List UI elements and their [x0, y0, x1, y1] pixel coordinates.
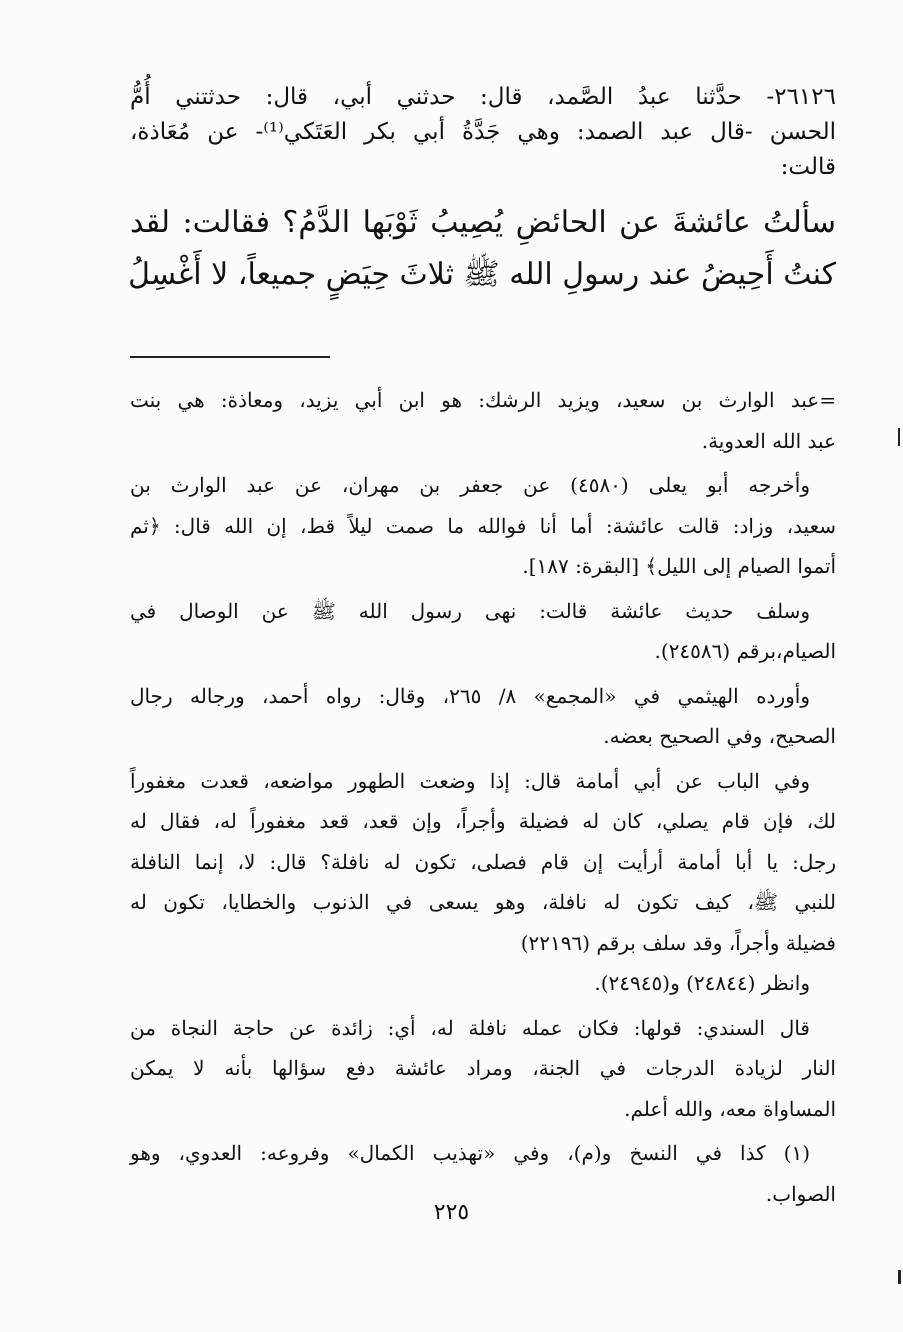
footnote-line: للنبي ﷺ، كيف تكون له نافلة، وهو يسعى في الذنوب والخطايا، تكون له [130, 890, 836, 914]
footnote-paragraph [130, 465, 836, 587]
footnote-line: المساواة معه، والله أعلم. [624, 1096, 836, 1121]
footnote-separator [130, 356, 330, 358]
footnote-paragraph [130, 676, 836, 757]
page-number: ٢٢٥ [433, 1200, 470, 1225]
text-line: سألتُ عائشةَ عن الحائضِ يُصِيبُ ثَوْبَها الدَّمُ؟ فقالت: لقد [130, 205, 836, 240]
footnote-line: =عبد الوارث بن سعيد، ويزيد الرشك: هو ابن أبي يزيد، ومعاذة: هي بنت [130, 388, 836, 412]
hadith-text [130, 197, 836, 301]
footnote-line: أتموا الصيام إلى الليل﴾ [البقرة: ١٨٧]. [522, 554, 836, 578]
footnote-line: سعيد، وزاد: قالت عائشة: أما أنا فوالله ما صمت ليلاً قط، إن الله قال: ﴿ثم [130, 513, 836, 538]
footnote-paragraph [130, 380, 836, 461]
footnote-line: الصيام،برقم (٢٤٥٨٦). [654, 639, 836, 663]
text-line: قالت: [780, 154, 836, 180]
scan-edge-mark [898, 1270, 901, 1284]
footnote-line: فضيلة وأجراً، وقد سلف برقم (٢٢١٩٦) [520, 930, 836, 955]
footnotes [130, 380, 836, 1218]
footnote-line: الصواب. [765, 1181, 836, 1206]
footnote-line: النار لزيادة الدرجات في الجنة، ومراد عائشة دفع سؤالها بأنه لا يمكن [130, 1056, 836, 1080]
text-line: كنتُ أَحِيضُ عند رسولِ الله ﷺ ثلاثَ حِيَضٍ جميعاً، لا أَغْسِلُ [128, 257, 836, 292]
text-line: الحسن -قال عبد الصمد: وهي جَدَّةُ أبي بكر العَتَكي⁽¹⁾- عن مُعَاذة، [130, 119, 836, 145]
footnote-paragraph [130, 1008, 836, 1130]
footnote-line: (١) كذا في النسخ و(م)، وفي «تهذيب الكمال» وفروعه: العدوي، وهو [130, 1141, 810, 1165]
footnote-line: وفي الباب عن أبي أمامة قال: إذا وضعت الطهور مواضعه، قعدت مغفوراً [130, 768, 810, 793]
footnote-line: لك، فإن قام يصلي، كان له فضيلة وأجراً، وإن قعد، قعد مغفوراً له، فقال له [130, 809, 836, 833]
scan-edge-mark [898, 428, 900, 446]
footnote-line: وأورده الهيثمي في «المجمع» ٨/ ٢٦٥، وقال: رواه أحمد، ورجاله رجال [130, 683, 810, 708]
footnote-line: وأخرجه أبو يعلى (٤٥٨٠) عن جعفر بن مهران، عن عبد الوارث بن [130, 473, 810, 497]
footnote-paragraph [130, 591, 836, 672]
footnote-line: عبد الله العدوية. [701, 428, 836, 453]
footnote-line: الصحيح، وفي الصحيح بعضه. [603, 724, 836, 748]
text-line: ٢٦١٢٦- حدَّثنا عبدُ الصَّمد، قال: حدثني أبي، قال: حدثتني أُمُّ [130, 84, 836, 110]
main-text [130, 80, 836, 301]
footnote-line: وانظر (٢٤٨٤٤) و(٢٤٩٤٥). [594, 971, 810, 995]
footnote-line: قال السندي: قولها: فكان عمله نافلة له، أي: زائدة عن حاجة النجاة من [130, 1015, 810, 1040]
footnote-line: وسلف حديث عائشة قالت: نهى رسول الله ﷺ عن الوصال في [130, 598, 810, 623]
footnote-line: رجل: يا أبا أمامة أرأيت إن قام فصلى، تكون له نافلة؟ قال: لا، إنما النافلة [130, 849, 836, 874]
footnote-paragraph [130, 761, 836, 1004]
isnad-block [130, 80, 836, 185]
